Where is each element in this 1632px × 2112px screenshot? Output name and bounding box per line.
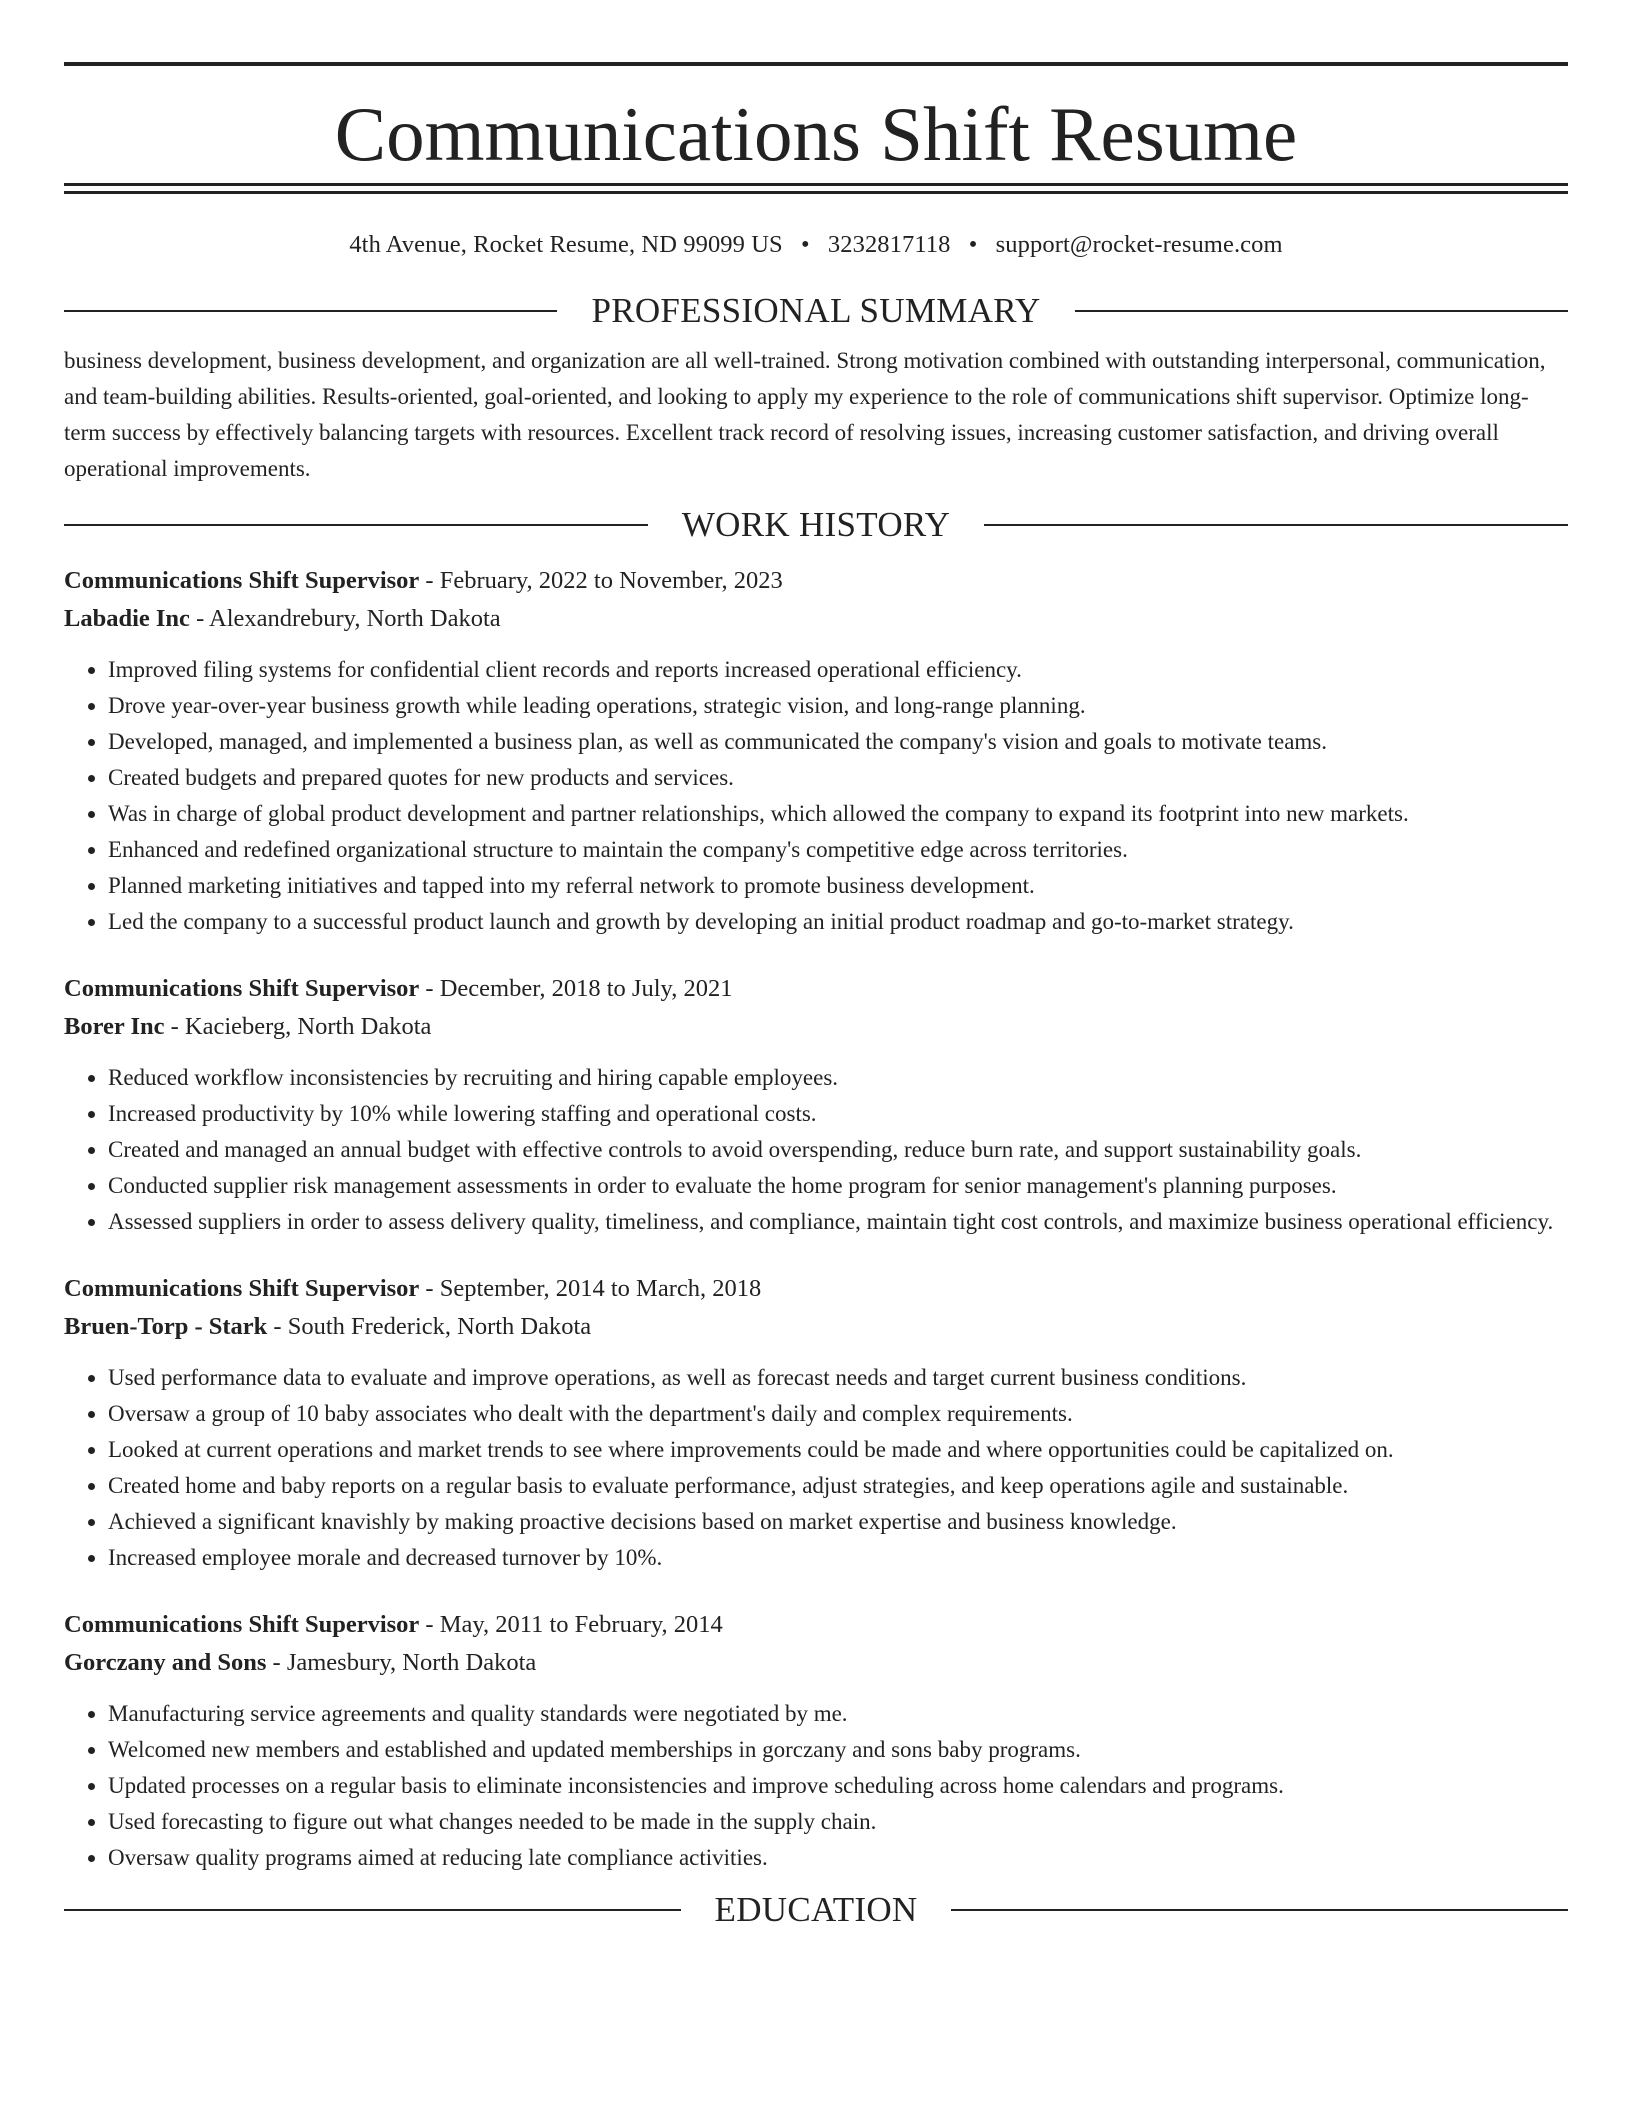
job-company-line (64, 1008, 1568, 1046)
heading-rule-right (951, 1909, 1568, 1911)
job-bullets (64, 1060, 1568, 1240)
heading-rule-right (984, 524, 1568, 526)
job-role: Communications Shift Supervisor (64, 1611, 420, 1638)
page-title: Communications Shift Resume (334, 91, 1298, 177)
job-company: Gorczany and Sons (64, 1649, 267, 1676)
job-dates: - December, 2018 to July, 2021 (419, 975, 733, 1002)
work-section-heading (64, 505, 1568, 545)
list-item: • Conducted supplier risk management assessments in order to evaluate the home program for senior management's planning purposes. (108, 1168, 1568, 1204)
list-item: • Led the company to a successful product launch and growth by developing an initial product roadmap and go-to-market strategy. (108, 904, 1568, 940)
heading-rule-left (64, 524, 648, 526)
job-company: Borer Inc (64, 1013, 165, 1040)
list-item: • Increased productivity by 10% while lowering staffing and operational costs. (108, 1096, 1568, 1132)
contact-separator: • (800, 231, 810, 258)
contact-phone: 3232817118 (827, 231, 951, 258)
summary-heading-label: PROFESSIONAL SUMMARY (591, 291, 1041, 330)
list-item: • Created budgets and prepared quotes for new products and services. (108, 760, 1568, 796)
list-item: • Used forecasting to figure out what changes needed to be made in the supply chain. (108, 1804, 1568, 1840)
contact-separator: • (968, 231, 978, 258)
job-entry (64, 970, 1568, 1240)
contact-email: support@rocket-resume.com (995, 231, 1283, 258)
job-location: - Kacieberg, North Dakota (164, 1013, 432, 1040)
job-company-line (64, 1644, 1568, 1682)
job-entry (64, 562, 1568, 940)
list-item: • Was in charge of global product development and partner relationships, which allowed the company to expand its footprint into new markets. (108, 796, 1568, 832)
education-section-heading (64, 1890, 1568, 1930)
heading-rule-left (64, 310, 557, 312)
list-item: • Manufacturing service agreements and quality standards were negotiated by me. (108, 1696, 1568, 1732)
list-item: • Planned marketing initiatives and tapped into my referral network to promote business development. (108, 868, 1568, 904)
list-item: • Looked at current operations and market trends to see where improvements could be made and where opportunities could be capitalized on. (108, 1432, 1568, 1468)
list-item: • Created and managed an annual budget with effective controls to avoid overspending, reduce burn rate, and support sustainability goals. (108, 1132, 1568, 1168)
job-dates: - September, 2014 to March, 2018 (419, 1275, 762, 1302)
job-entry (64, 1270, 1568, 1576)
list-item: • Developed, managed, and implemented a business plan, as well as communicated the company's vision and goals to motivate teams. (108, 724, 1568, 760)
job-dates: - February, 2022 to November, 2023 (419, 567, 783, 594)
heading-rule-left (64, 1909, 681, 1911)
list-item: • Created home and baby reports on a regular basis to evaluate performance, adjust strategies, and keep operations agile and sustainable. (108, 1468, 1568, 1504)
job-company: Bruen-Torp - Stark (64, 1313, 268, 1340)
job-title-line (64, 1606, 1568, 1644)
job-company-line (64, 1308, 1568, 1346)
job-title-line (64, 562, 1568, 600)
work-heading-label: WORK HISTORY (681, 505, 951, 544)
list-item: • Achieved a significant knavishly by making proactive decisions based on market expertise and business knowledge. (108, 1504, 1568, 1540)
list-item: • Updated processes on a regular basis to eliminate inconsistencies and improve scheduling across home calendars and programs. (108, 1768, 1568, 1804)
job-role: Communications Shift Supervisor (64, 1275, 420, 1302)
header-rule-2 (64, 191, 1568, 194)
job-company: Labadie Inc (64, 605, 190, 632)
job-bullets (64, 652, 1568, 940)
professional-summary-text: business development, business development, and organization are all well-trained. Strong motivation combined with outstanding interpersonal, communication, and team-building abilities. Results-oriented, goal-oriented, and looking to apply my experience to the role of communications shift supervisor. Optimize long-term success by effectively balancing targets with resources. Excellent track record of resolving issues, increasing customer satisfaction, and driving overall operational improvements. (64, 348, 1546, 481)
list-item: • Welcomed new members and established and updated memberships in gorczany and sons baby programs. (108, 1732, 1568, 1768)
job-title-line (64, 970, 1568, 1008)
work-history-list (64, 562, 1568, 1876)
job-role: Communications Shift Supervisor (64, 567, 420, 594)
job-bullets (64, 1360, 1568, 1576)
list-item: • Enhanced and redefined organizational structure to maintain the company's competitive edge across territories. (108, 832, 1568, 868)
job-location: - Alexandrebury, North Dakota (189, 605, 501, 632)
list-item: • Oversaw quality programs aimed at reducing late compliance activities. (108, 1840, 1568, 1876)
job-company-line (64, 600, 1568, 638)
list-item: • Assessed suppliers in order to assess delivery quality, timeliness, and compliance, maintain tight cost controls, and maximize business operational efficiency. (108, 1204, 1568, 1240)
list-item: • Drove year-over-year business growth while leading operations, strategic vision, and long-range planning. (108, 688, 1568, 724)
resume-content (64, 0, 1568, 1930)
list-item: • Improved filing systems for confidential client records and reports increased operational efficiency. (108, 652, 1568, 688)
job-title-line (64, 1270, 1568, 1308)
summary-section-heading (64, 291, 1568, 331)
list-item: • Oversaw a group of 10 baby associates who dealt with the department's daily and complex requirements. (108, 1396, 1568, 1432)
contact-address: 4th Avenue, Rocket Resume, ND 99099 US (349, 231, 783, 258)
list-item: • Used performance data to evaluate and improve operations, as well as forecast needs and target current business conditions. (108, 1360, 1568, 1396)
list-item: • Increased employee morale and decreased turnover by 10%. (108, 1540, 1568, 1576)
job-dates: - May, 2011 to February, 2014 (419, 1611, 723, 1638)
job-location: - South Frederick, North Dakota (267, 1313, 592, 1340)
job-entry (64, 1606, 1568, 1876)
heading-rule-right (1075, 310, 1568, 312)
contact-line (64, 230, 1568, 260)
education-heading-label: EDUCATION (714, 1890, 918, 1929)
job-location: - Jamesbury, North Dakota (266, 1649, 537, 1676)
job-role: Communications Shift Supervisor (64, 975, 420, 1002)
list-item: • Reduced workflow inconsistencies by recruiting and hiring capable employees. (108, 1060, 1568, 1096)
job-bullets (64, 1696, 1568, 1876)
